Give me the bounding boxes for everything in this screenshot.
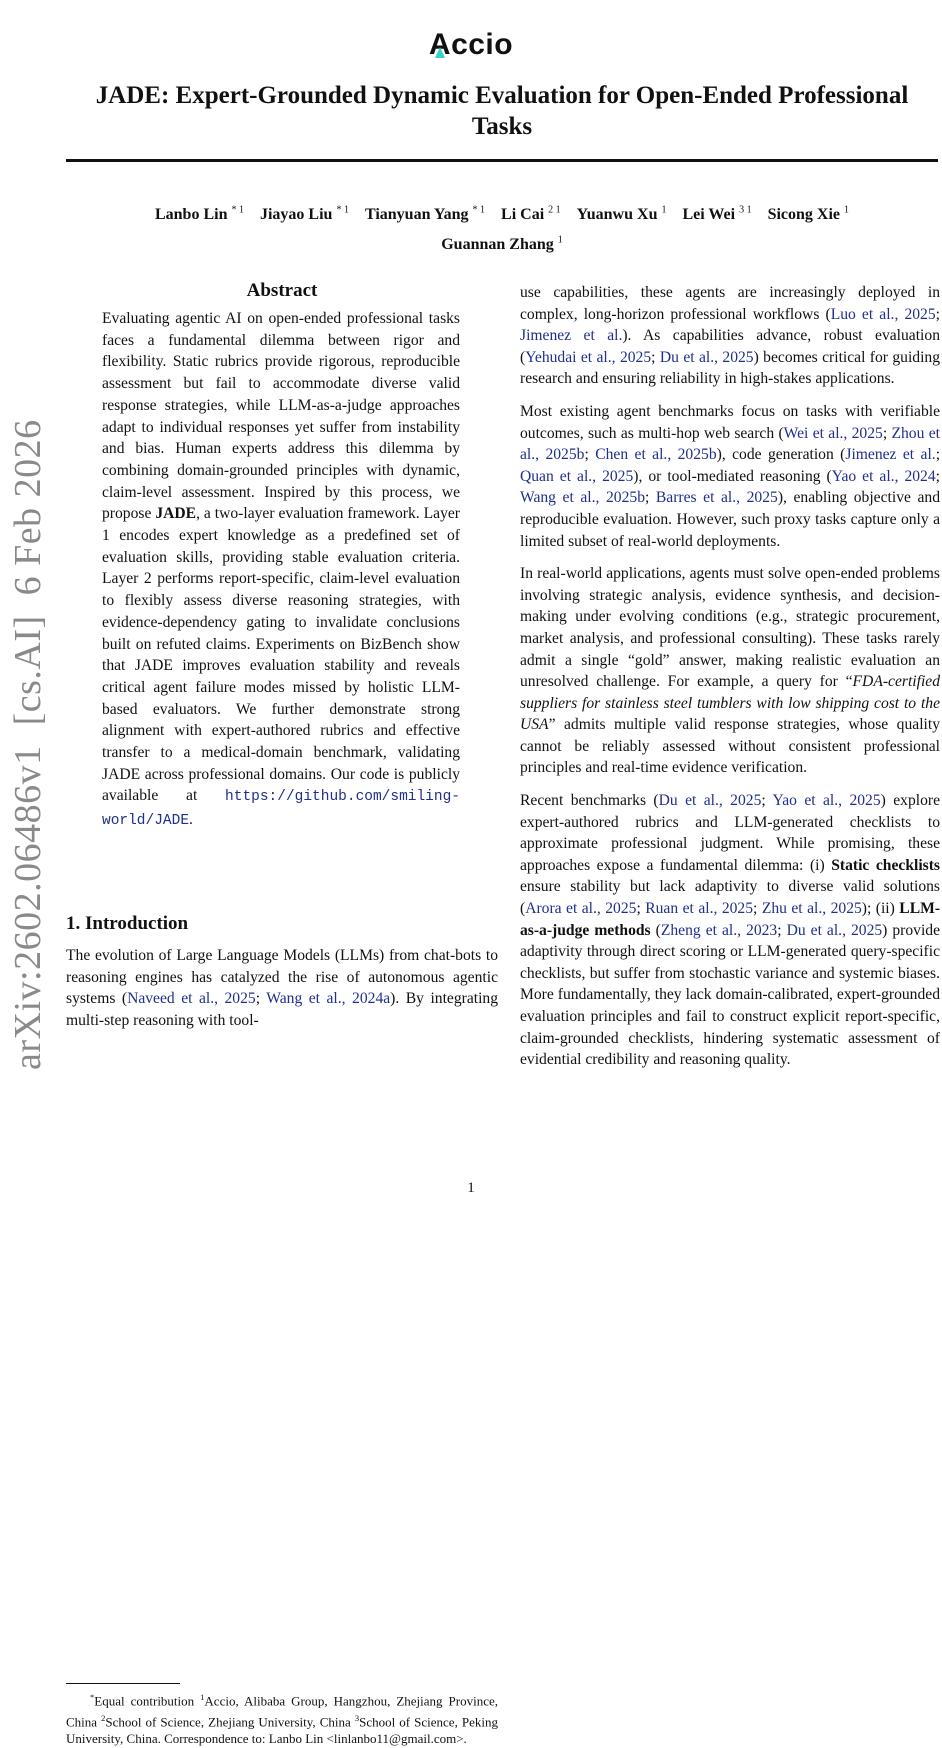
left-column <box>66 280 499 1747</box>
citation-link[interactable]: Barres et al., 2025 <box>655 489 778 507</box>
citation-link[interactable]: Yao et al., 2025 <box>772 792 881 810</box>
paper-title: JADE: Expert-Grounded Dynamic Evaluation for Open-Ended Professional Tasks <box>95 82 909 140</box>
introduction-section <box>66 913 499 1747</box>
citation-link[interactable]: Yehudai et al., 2025 <box>525 348 652 366</box>
author: Guannan Zhang $^1$ <box>441 234 563 253</box>
citation-link[interactable]: Wang et al., 2024a <box>266 990 391 1008</box>
intro-paragraph-2: Most existing agent benchmarks focus on tasks with verifiable outcomes, such as multi-hop web search (Wei et al., 2025; Zhou et al., 2025b; Chen et al., 2025b), code generation (Jimenez et al.; Quan et al., 2025), or tool-mediated reasoning (Yao et al., 2024; Wang et al., 2025b; Barres et al., 2025), enabling objective and reproducible evaluation. However, such proxy tasks capture only a limited subset of real-world deployments. <box>520 402 941 550</box>
author: Lanbo Lin $^{* 1}$ <box>154 205 244 224</box>
citation-link[interactable]: Jimenez et al. <box>845 446 936 464</box>
author: Li Cai $^{2 1}$ <box>501 205 561 224</box>
citation-link[interactable]: Du et al., 2025 <box>659 348 754 366</box>
citation-link[interactable]: Luo et al., 2025 <box>830 305 936 323</box>
citation-link[interactable]: Quan et al., 2025 <box>520 467 634 485</box>
author-list <box>66 198 938 257</box>
footnote-divider <box>66 1683 180 1684</box>
citation-link[interactable]: Yao et al., 2024 <box>831 467 936 485</box>
author: Tianyuan Yang $^{* 1}$ <box>364 205 486 224</box>
citation-link[interactable]: Zhu et al., 2025 <box>761 900 862 918</box>
arxiv-identifier-stamp: arXiv:2602.06486v1 [cs.AI] 6 Feb 2026 <box>7 419 49 1070</box>
citation-link[interactable]: Jimenez et al. <box>520 327 623 345</box>
intro-paragraph-1: The evolution of Large Language Models (LLMs) from chat-bots to reasoning engines has catalyzed the rise of autonomous agentic systems (Naveed et al., 2025; Wang et al., 2024a). By integrating multi-step reasoning with tool- <box>66 947 499 1029</box>
author: Jiayao Liu $^{* 1}$ <box>259 205 349 224</box>
abstract-heading: Abstract <box>246 280 318 301</box>
intro-paragraph-4: Recent benchmarks (Du et al., 2025; Yao et al., 2025) explore expert-authored rubrics and LLM-generated checklists to approximate professional judgment. While promising, these approaches expose a fundamental dilemma: (i) Static checklists ensure stability but lack adaptivity to diverse valid solutions (Arora et al., 2025; Ruan et al., 2025; Zhu et al., 2025); (ii) LLM-as-a-judge methods (Zheng et al., 2023; Du et al., 2025) provide adaptivity through direct scoring or LLM-generated query-specific checklists, but suffer from stochastic variance and systemic biases. More fundamentally, they lack domain-calibrated, expert-grounded evaluation principles and fail to construct explicit report-specific, claim-grounded checklists, hindering systematic assessment of evidential credibility and reasoning quality. <box>520 792 941 1069</box>
citation-link[interactable]: Chen et al., 2025b <box>595 446 717 464</box>
page-number: 1 <box>467 1180 475 1196</box>
author: Lei Wei $^{3 1}$ <box>682 205 752 224</box>
logo-text: ccio <box>451 28 514 61</box>
code-repository-link[interactable]: https://github.com/smiling-world/JADE <box>102 789 460 830</box>
citation-link[interactable]: Du et al., 2025 <box>786 921 883 939</box>
citation-link[interactable]: Naveed et al., 2025 <box>127 990 256 1008</box>
citation-link[interactable]: Du et al., 2025 <box>658 792 762 810</box>
citation-link[interactable]: Zheng et al., 2023 <box>660 921 778 939</box>
section-heading-introduction: 1. Introduction <box>66 913 189 934</box>
footnote-affiliations: *Equal contribution $^1$Accio, Alibaba Group, Hangzhou, Zhejiang Province, China $^2$School of Science, Zhejiang University, China $^3$School of Science, Peking University, China. Correspondence to: Lanbo Lin <linlanbo11@gmail.com>. <box>66 1692 498 1747</box>
citation-link[interactable]: Ruan et al., 2025 <box>645 900 754 918</box>
right-column <box>520 282 940 1071</box>
citation-link[interactable]: Wang et al., 2025b <box>520 489 645 507</box>
citation-link[interactable]: Zhou et al., 2025b <box>520 424 940 464</box>
intro-paragraph-1-continued: use capabilities, these agents are increasingly deployed in complex, long-horizon professional workflows (Luo et al., 2025; Jimenez et al.). As capabilities advance, robust evaluation (Yehudai et al., 2025; Du et al., 2025) becomes critical for guiding research and ensuring reliability in high-stakes applications. <box>520 284 941 388</box>
abstract-body: Evaluating agentic AI on open-ended professional tasks faces a fundamental dilemma between rigor and flexibility. Static rubrics provide rigorous, reproducible assessment but fail to accommodate diverse valid response strategies, while LLM-as-a-judge approaches adapt to individual responses yet suffer from instability and bias. Human experts address this dilemma by combining domain-grounded principles with dynamic, claim-level assessment. Inspired by this process, we propose JADE, a two-layer evaluation framework. Layer 1 encodes expert knowledge as a predefined set of evaluation skills, providing stable evaluation criteria. Layer 2 performs report-specific, claim-level evaluation to flexibly assess diverse reasoning strategies, with evidence-dependency gating to invalidate conclusions built on refuted claims. Experiments on BizBench show that JADE improves evaluation stability and reveals critical agent failure modes missed by holistic LLM-based evaluators. We further demonstrate strong alignment with expert-authored rubrics and effective transfer to a medical-domain benchmark, validating JADE across professional domains. Our code is publicly available at https://github.com/smiling-world/JADE. <box>102 310 460 830</box>
logo-triangle-icon: A <box>428 28 452 61</box>
author: Yuanwu Xu $^1$ <box>576 205 667 224</box>
citation-link[interactable]: Arora et al., 2025 <box>525 900 637 918</box>
citation-link[interactable]: Wei et al., 2025 <box>783 424 883 442</box>
accio-logo <box>0 28 942 62</box>
intro-paragraph-3: In real-world applications, agents must solve open-ended problems involving strategic analysis, evidence synthesis, and decision-making under evolving conditions (e.g., strategic procurement, market analysis, and professional consulting). These tasks rarely admit a single “gold” answer, making realistic evaluation an unresolved challenge. For example, a query for “FDA-certified suppliers for stainless steel tumblers with low shipping cost to the USA” admits multiple valid response strategies, whose quality cannot be reliably assessed without consistent professional principles and real-time evidence verification. <box>520 565 940 777</box>
author: Sicong Xie $^1$ <box>767 205 850 224</box>
title-rule <box>66 159 938 162</box>
